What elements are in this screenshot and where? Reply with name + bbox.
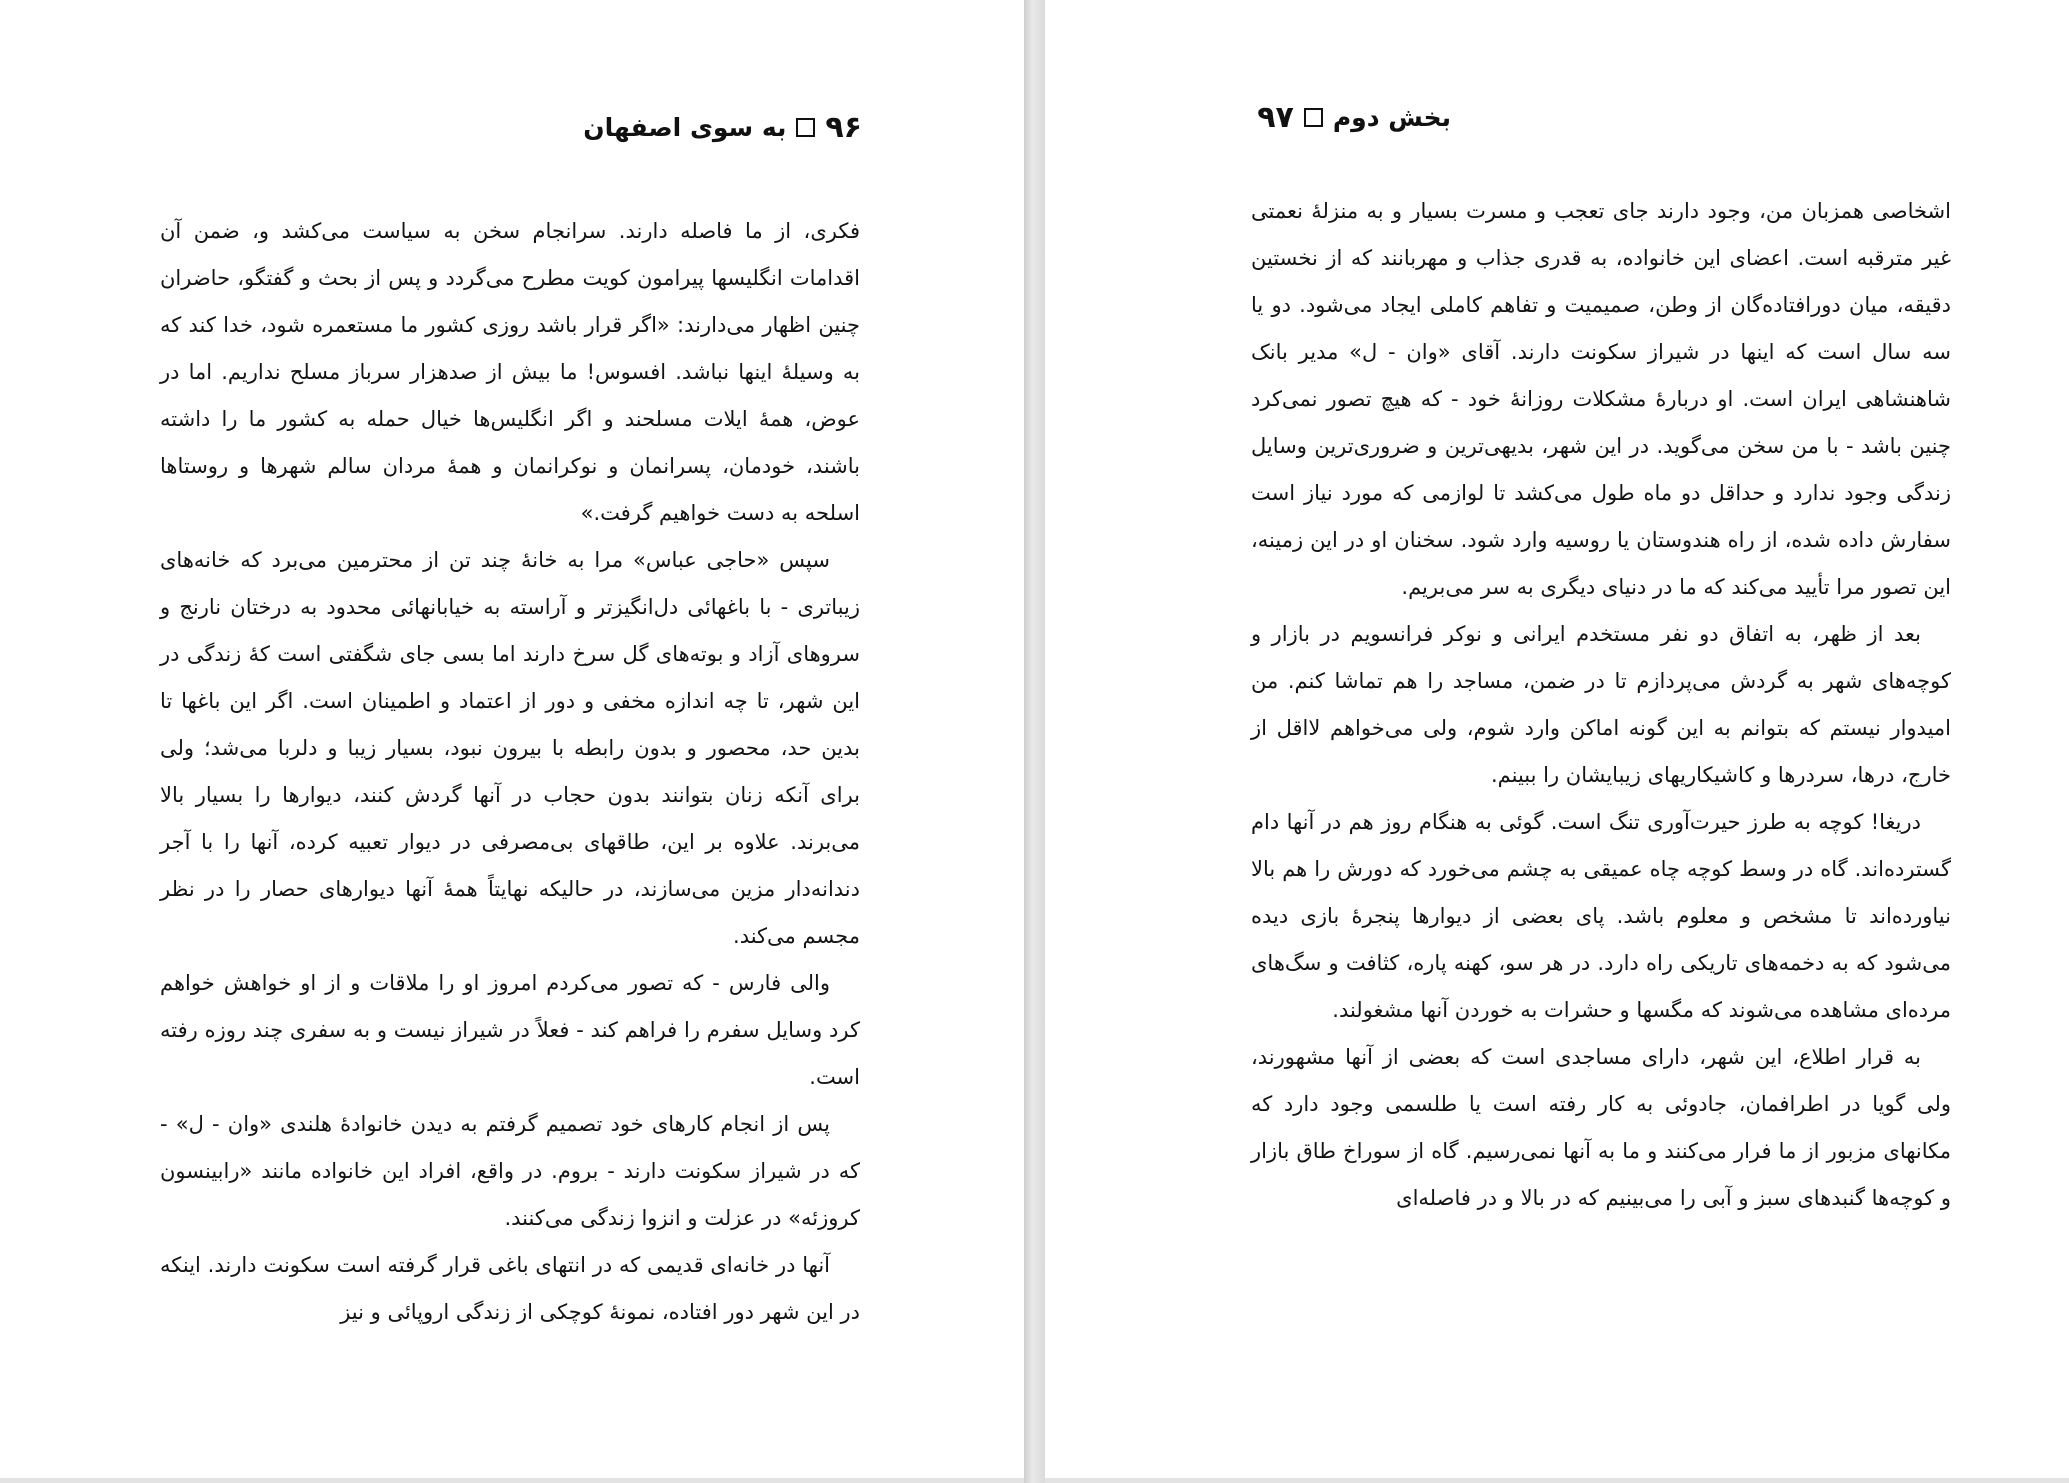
paragraph: دریغا! کوچه به طرز حیرت‌آوری تنگ است. گوئی به هنگام روز هم در آنها دام گسترده‌اند. گاه در وسط کوچه چاه عمیقی به چشم می‌خورد که دورش را هم بالا نیاورده‌اند تا مشخص و معلوم باشد. پای بعضی از دیوارها پنجرهٔ بازی دیده می‌شود که به دخمه‌های تاریکی راه دارد. در هر سو، کهنه پاره، کثافت و سگ‌های مرده‌ای مشاهده می‌شوند که مگسها و حشرات به خوردن آنها مشغولند. — [1251, 810, 1951, 1022]
paragraph: اشخاصی همزبان من، وجود دارند جای تعجب و مسرت بسیار و به منزلهٔ نعمتی غیر مترقبه است. اعضای این خانواده، به قدری جذاب و مهربانند که از نخستین دقیقه، میان دورافتاده‌گان از وطن، صمیمیت و تفاهم کاملی ایجاد می‌شود. دو یا سه سال است که اینها در شیراز سکونت دارند. آقای «وان - ل» مدیر بانک شاهنشاهی ایران است. او دربارهٔ مشکلات روزانهٔ خود - که هیچ تصور نمی‌کرد چنین باشد - با من سخن می‌گوید. در این شهر، بدیهی‌ترین و ضروری‌ترین وسایل زندگی وجود ندارد و حداقل دو ماه طول می‌کشد تا لوازمی که مورد نیاز است سفارش داده شده، از راه هندوستان یا روسیه وارد شود. سخنان او در این زمینه، این تصور مرا تأیید می‌کند که ما در دنیای دیگری به سر می‌بریم. — [1251, 199, 1951, 599]
square-separator-icon — [796, 118, 815, 137]
page-number: ۹۷ — [1257, 100, 1294, 135]
paragraph: والی فارس - که تصور می‌کردم امروز او را ملاقات و از او خواهش خواهم کرد وسایل سفرم را فراهم کند - فعلاً در شیراز نیست و به سفری چند روزه رفته است. — [160, 971, 860, 1089]
page-title: بخش دوم — [1332, 103, 1451, 132]
paragraph: پس از انجام کارهای خود تصمیم گرفتم به دیدن خانوادهٔ هلندی «وان - ل» - که در شیراز سکونت دارند - بروم. در واقع، افراد این خانواده مانند «رابینسون کروزئه» در عزلت و انزوا زندگی می‌کنند. — [160, 1112, 860, 1230]
page-gutter — [1024, 0, 1045, 1483]
square-separator-icon — [1304, 108, 1323, 127]
body-text — [1251, 188, 1951, 1222]
right-page — [1045, 0, 2069, 1478]
paragraph: فکری، از ما فاصله دارند. سرانجام سخن به سیاست می‌کشد و، ضمن آن اقدامات انگلیسها پیرامون کویت مطرح می‌گردد و پس از بحث و گفتگو، حاضران چنین اظهار می‌دارند: «اگر قرار باشد روزی کشور ما مستعمره شود، خدا کند که به وسیلهٔ اینها نباشد. افسوس! ما بیش از صدهزار سرباز مسلح نداریم. اما در عوض، همهٔ ایلات مسلحند و اگر انگلیس‌ها خیال حمله به کشور ما را داشته باشند، خودمان، پسرانمان و نوکرانمان و همهٔ مردان سالم شهرها و روستاها اسلحه به دست خواهیم گرفت.» — [160, 219, 860, 525]
paragraph: به قرار اطلاع، این شهر، دارای مساجدی است که بعضی از آنها مشهورند، ولی گویا در اطرافمان، جادوئی به کار رفته است یا طلسمی وجود دارد که مکانهای مزبور از ما فرار می‌کنند و ما به آنها نمی‌رسیم. گاه از سوراخ طاق بازار و کوچه‌ها گنبدهای سبز و آبی را می‌بینیم که در بالا و در فاصله‌ای — [1251, 1045, 1951, 1210]
body-text — [160, 208, 860, 1336]
paragraph: بعد از ظهر، به اتفاق دو نفر مستخدم ایرانی و نوکر فرانسویم در بازار و کوچه‌های شهر به گردش می‌پردازم تا در ضمن، مساجد را هم تماشا کنم. من امیدوار نیستم که بتوانم به این گونه اماکن وارد شوم، ولی می‌خواهم لااقل از خارج، درها، سردرها و کاشیکاریهای زیبایشان را ببینم. — [1251, 622, 1951, 787]
page-number: ۹۶ — [825, 110, 862, 145]
page-header — [583, 110, 862, 145]
paragraph: آنها در خانه‌ای قدیمی که در انتهای باغی قرار گرفته است سکونت دارند. اینکه در این شهر دور افتاده، نمونهٔ کوچکی از زندگی اروپائی و نیز — [160, 1253, 860, 1324]
page-title: به سوی اصفهان — [583, 113, 787, 142]
left-page — [0, 0, 1024, 1478]
page-header — [1257, 100, 1451, 135]
paragraph: سپس «حاجی عباس» مرا به خانهٔ چند تن از محترمین می‌برد که خانه‌های زیباتری - با باغهائی دل‌انگیزتر و آراسته به خیابانهائی محدود به درختان نارنج و سروهای آزاد و بوته‌های گل سرخ دارند اما بسی جای شگفتی است کهٔ زندگی در این شهر، تا چه اندازه مخفی و دور از اعتماد و اطمینان است. اگر این باغها تا بدین حد، محصور و بدون رابطه با بیرون نبود، بسیار زیبا و دلربا می‌شد؛ ولی برای آنکه زنان بتوانند بدون حجاب در آنها گردش کنند، دیوارها را بسیار بالا می‌برند. علاوه بر این، طاقهای بی‌مصرفی در دیوار تعبیه کرده، آنها را با آجر دندانه‌دار مزین می‌سازند، در حالیکه نهایتاً همهٔ آنها دیوارهای حصار را در نظر مجسم می‌کند. — [160, 548, 860, 948]
